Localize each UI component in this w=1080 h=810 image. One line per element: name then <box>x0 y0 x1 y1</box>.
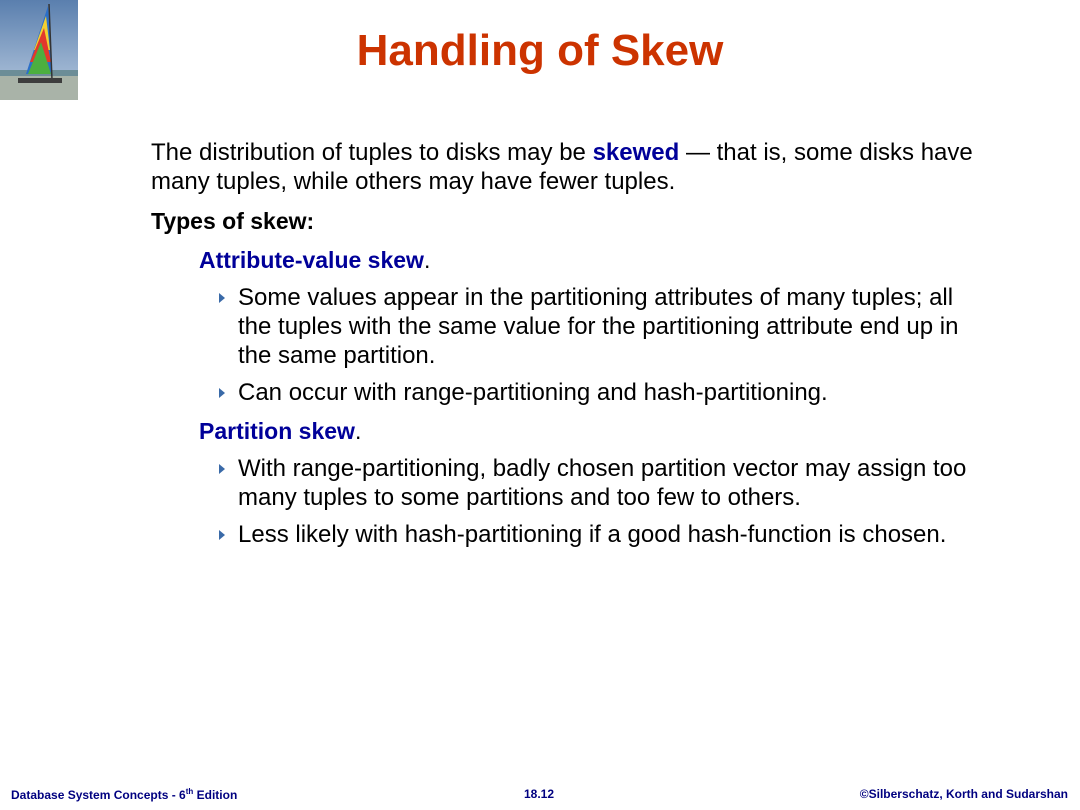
intro-keyword: skewed <box>592 139 680 166</box>
footer-copyright: ©Silberschatz, Korth and Sudarshan <box>859 787 1068 801</box>
arrow-bullet-icon <box>219 530 225 540</box>
bullet-item: Some values appear in the partitioning attributes of many tuples; all the tuples with the same value for the partitioning attribute end up in the same partition. <box>238 283 991 370</box>
arrow-bullet-icon <box>219 293 225 303</box>
slide-body <box>151 138 991 549</box>
footer-slide-number: 18.12 <box>524 787 555 801</box>
bullet-item: With range-partitioning, badly chosen partition vector may assign too many tuples to some partitions and too few to others. <box>238 454 991 512</box>
slide-footer <box>0 787 1080 805</box>
footer-book-title: Database System Concepts - 6th Edition <box>11 787 238 802</box>
bullet-item: Can occur with range-partitioning and hash-partitioning. <box>238 378 991 407</box>
arrow-bullet-icon <box>219 464 225 474</box>
types-heading: Types of skew: <box>151 208 315 234</box>
section-heading-partition-skew: Partition skew. <box>199 418 362 444</box>
intro-text-after: — that is, some disks have many tuples, while others may have fewer tuples. <box>151 139 973 195</box>
arrow-bullet-icon <box>219 388 225 398</box>
intro-paragraph <box>151 138 991 196</box>
intro-text-before: The distribution of tuples to disks may be <box>151 139 593 166</box>
section-heading-attribute-value-skew: Attribute-value skew. <box>199 247 431 273</box>
slide-title: Handling of Skew <box>356 26 724 75</box>
bullet-item: Less likely with hash-partitioning if a good hash-function is chosen. <box>238 520 991 549</box>
